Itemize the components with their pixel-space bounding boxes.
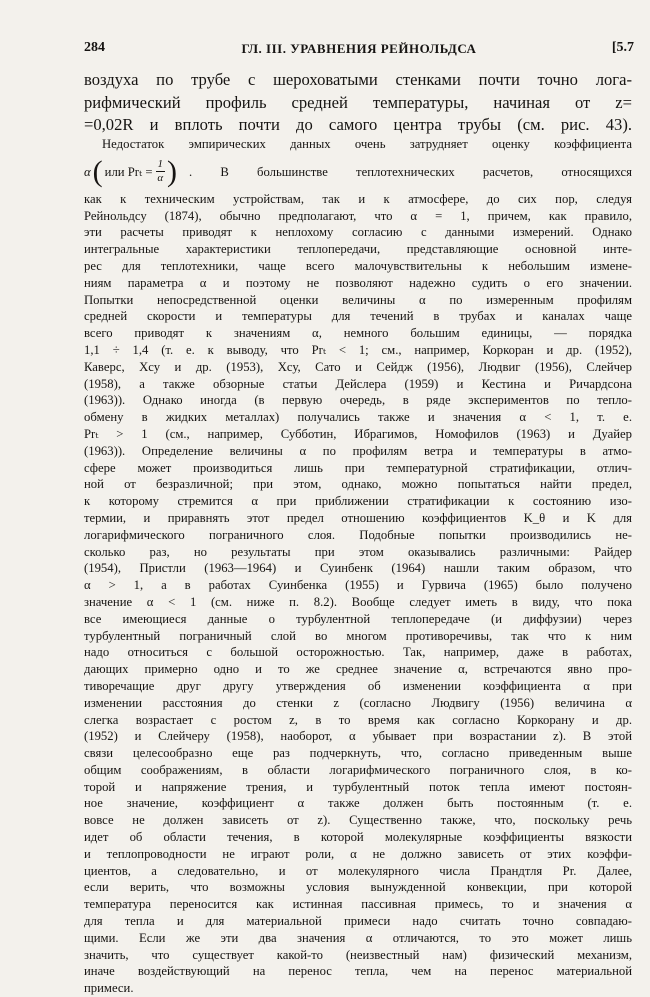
- section-reference: [5.7: [611, 40, 634, 55]
- body-line: циентов, а следовательно, и от молекулярного числа Прандтля Pr. Далее,: [84, 863, 632, 878]
- body-line: дающих примерно одно и то же среднее значение α, встречаются явно про-: [84, 662, 632, 677]
- lead-line: воздуха по трубе с шероховатыми стенками почти точно лога-: [84, 70, 632, 89]
- fraction: [156, 158, 166, 185]
- body-line: общим соображениям, в области логарифмического пограничного слоя, в ко-: [84, 762, 632, 777]
- body-line: всего приводят к значениям α, немного большим единицы, — порядка: [84, 326, 632, 341]
- body-line: термии, и приравнять этот предел отношению коэффициентов K_θ и K для: [84, 510, 632, 525]
- body-line: (1952) и Слейчеру (1958), наоборот, α убывает при возрастании z). В этой: [84, 729, 632, 744]
- body-line: и теплопроводности не играют роли, α не должно зависеть от этих коэффи-: [84, 846, 632, 861]
- formula-line-text: . В большинстве теплотехнических расчетов, относящихся: [189, 164, 632, 179]
- lead-line: =0,02R и вплоть почти до самого центра трубы (см. рис. 43).: [84, 115, 632, 134]
- body-line: примеси.: [84, 981, 134, 996]
- body-line: к которому стремится α при приближении стратификации к состоянию изо-: [84, 494, 632, 509]
- body-line: (1958), а также обзорные статьи Дейслера (1959) и Кестина и Ричардсона: [84, 376, 632, 391]
- body-line: рес для теплотехники, чаще всего малочувствительны к небольшим измене-: [84, 258, 632, 273]
- body-line: турбулентный пограничный слой во многом противоречивы, так что к ним: [84, 628, 632, 643]
- body-line: α > 1, а в работах Суинбенка (1955) и Гурвича (1965) было получено: [84, 578, 632, 593]
- body-line: торой и напряжение трения, и турбулентный поток тепла имеют постоян-: [84, 779, 632, 794]
- page-number: 284: [84, 40, 105, 55]
- body-line: обмену в жидких металлах) получались также и значения α < 1, т. е.: [84, 410, 632, 425]
- body-line: как к техническим устройствам, так и к атмосфере, до сих пор, следуя: [84, 191, 632, 206]
- body-line: для тепла и для материальной примеси надо считать точно совпадаю-: [84, 914, 632, 929]
- page-header: [84, 40, 634, 60]
- lead-paragraph: [84, 69, 632, 137]
- body-line: (1954), Пристли (1963—1964) и Суинбенк (1964) нашли таким образом, что: [84, 561, 632, 576]
- left-paren: (: [92, 154, 103, 188]
- body-line: надо относиться с большой осторожностью. Так, например, даже в работах,: [84, 645, 632, 660]
- body-line: значение α < 1 (см. ниже п. 8.2). Вообще следует иметь в виду, что пока: [84, 594, 632, 609]
- body-line: сколько раз, но результаты при этом оказывались различными: Райдер: [84, 544, 632, 559]
- body-line: Каверс, Хсу и др. (1953), Хсу, Сато и Сейдж (1956), Людвиг (1956), Слейчер: [84, 359, 632, 374]
- paragraph-first-line: Недостаток эмпирических данных очень затрудняет оценку коэффициента: [102, 137, 632, 151]
- body-line: вовсе не должен зависеть от z). Существенно также, что, поскольку речь: [84, 813, 632, 828]
- body-line: значить, что существует какой-то (неизвестный нам) физический механизм,: [84, 947, 632, 962]
- body-line: слегка возрастает с ростом z, в то время как согласно Коркорану и др.: [84, 712, 632, 727]
- formula-alpha: α: [84, 164, 91, 179]
- body-lines: [84, 191, 632, 997]
- body-line: средней скорости и температуры для течений в трубах и каналах чаще: [84, 309, 632, 324]
- body-line: ной от безразличной; при этом, однако, можно попытаться найти предел,: [84, 477, 632, 492]
- right-paren: ): [167, 154, 177, 188]
- lead-line: рифмический профиль средней температуры, начиная от z=: [84, 92, 632, 112]
- body-line: Prₜ > 1 (см., например, Субботин, Ибрагимов, Номофилов (1963) и Дуайер: [84, 426, 632, 441]
- body-line: 1,1 ÷ 1,4 (т. е. к выводу, что Prₜ < 1; см., например, Коркоран и др. (1952),: [84, 342, 632, 357]
- body-line: эти расчеты приводят к неплохому согласию с данными измерений. Однако: [84, 225, 632, 240]
- fraction-denominator: α: [157, 172, 164, 185]
- body-line: интегральные характеристики теплопередачи, представляющие основной инте-: [84, 242, 632, 257]
- body-line: изменении расстояния до стенки z (согласно Людвигу (1956) величина α: [84, 695, 632, 710]
- prandtl-formula: [84, 153, 179, 191]
- body-line: ное значение, коэффициент α также должен быть постоянным (т. е.: [84, 796, 632, 811]
- body-line: ниям параметра α и поэтому не позволяют надежно судить о его значении.: [84, 275, 632, 290]
- body-line: все имеющиеся данные о турбулентной теплопередаче (и диффузии) через: [84, 611, 632, 626]
- formula-inner: или Prₜ =: [104, 164, 153, 179]
- body-line: (1963)). Однако иногда (в первую очередь, в ряде экспериментов по тепло-: [84, 393, 632, 408]
- body-line: иначе воздействующий на перенос тепла, чем на перенос материальной: [84, 964, 632, 979]
- body-line: Попытки непосредственной оценки величины α по измеренным профилям: [84, 292, 632, 307]
- running-title: ГЛ. III. УРАВНЕНИЯ РЕЙНОЛЬДСА: [241, 41, 477, 56]
- body-line: тиворечащие друг другу утверждения об изменении коэффициента α при: [84, 678, 632, 693]
- body-line: идет об области течения, в которой молекулярные коэффициенты вязкости: [84, 830, 632, 845]
- fraction-numerator: 1: [157, 158, 163, 171]
- body-line: если верить, что возможны условия вынужденной конвекции, при которой: [84, 880, 632, 895]
- body-line: (1963)). Определение величины α по профилям ветра и температуры в атмо-: [84, 443, 632, 458]
- body-line: связи целесообразно еще раз подчеркнуть, что, согласно приведенным выше: [84, 746, 632, 761]
- body-line: Рейнольдсу (1874), обычно предполагают, что α = 1, причем, как правило,: [84, 208, 632, 223]
- body-line: щими. Если же эти два значения α отличаются, то это может лишь: [84, 930, 632, 945]
- body-line: логарифмического пограничного слоя. Подобные попытки производились не-: [84, 527, 632, 542]
- body-line: температура переносится как истинная пассивная примесь, то и значения α: [84, 897, 632, 912]
- main-paragraph: [84, 136, 632, 997]
- formula-line: [84, 153, 632, 191]
- body-line: сфере может производиться лишь при температурной стратификации, отлич-: [84, 460, 632, 475]
